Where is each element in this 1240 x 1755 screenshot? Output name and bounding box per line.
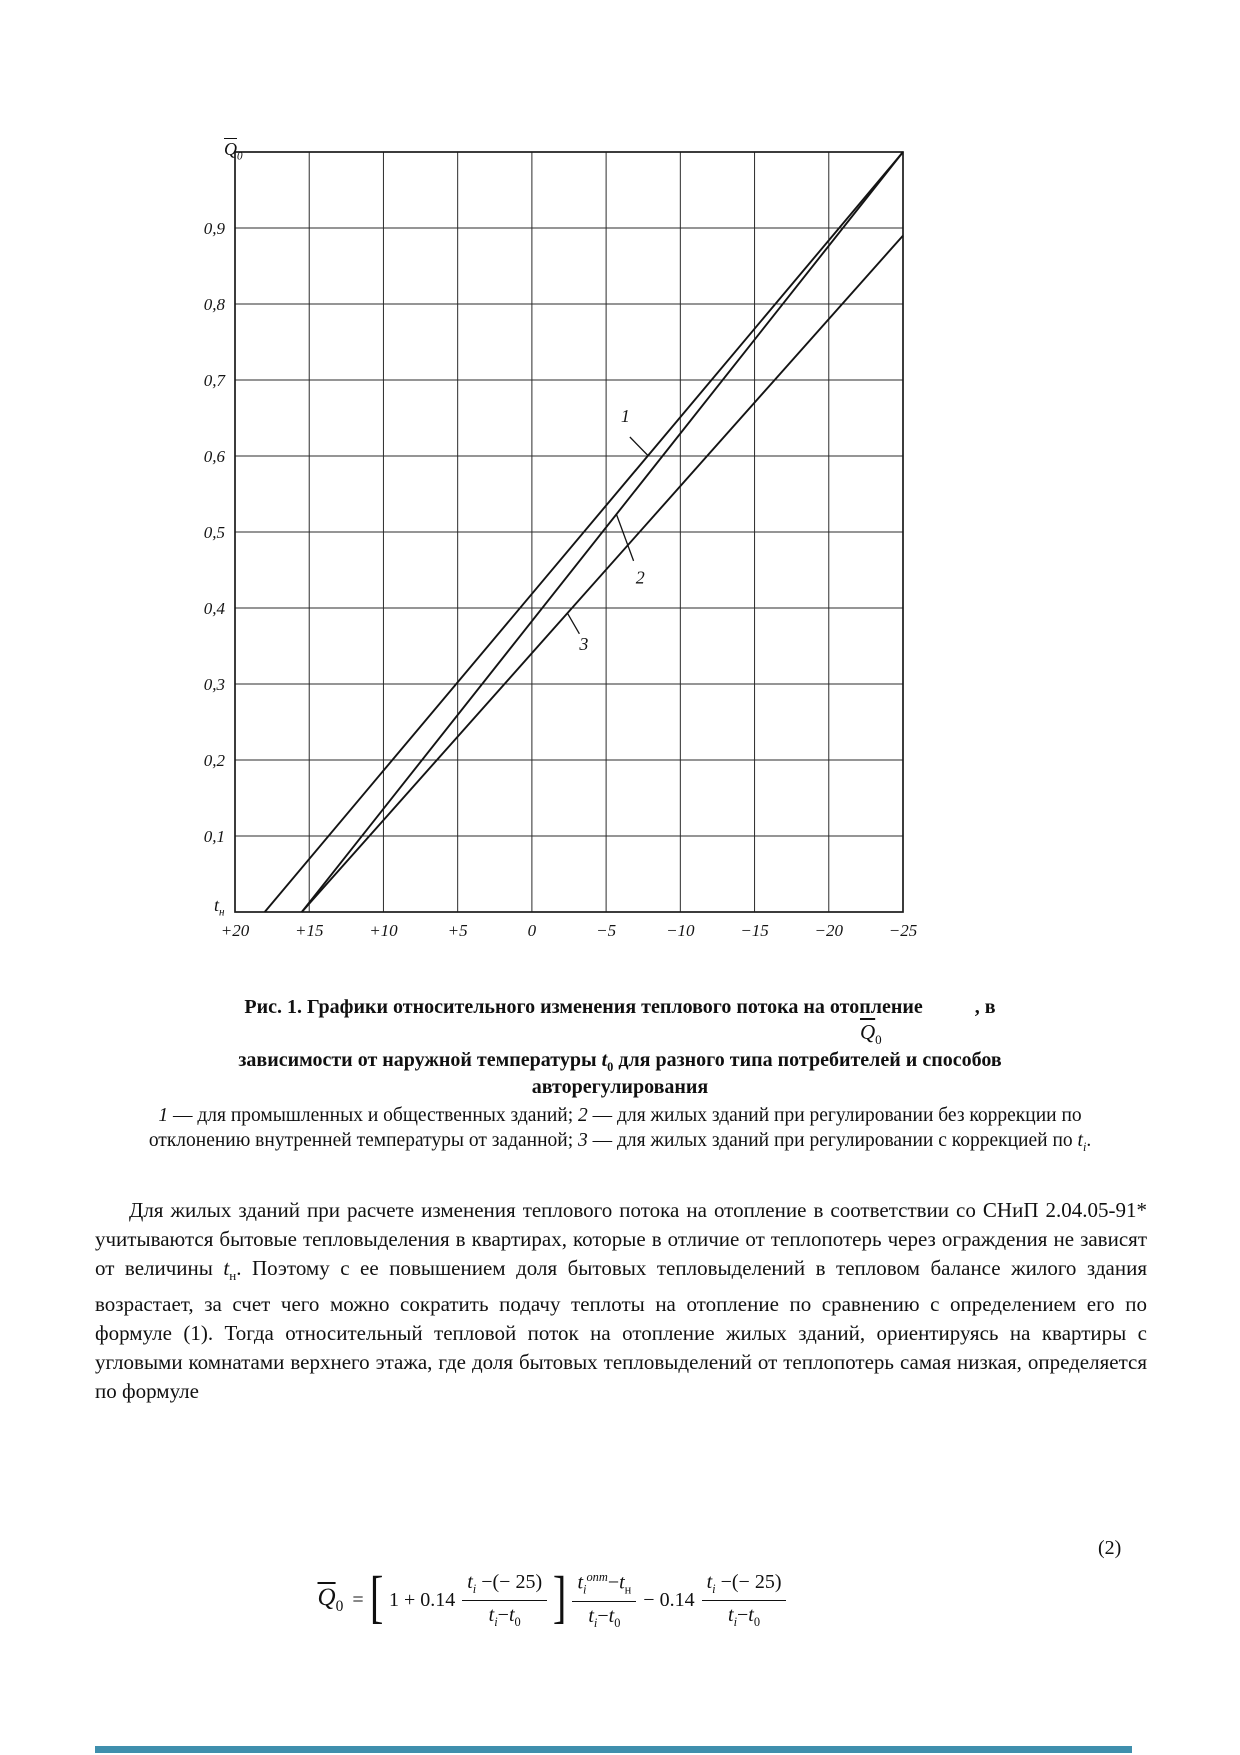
fraction-a-denominator: $t_i-t_0$ — [488, 1603, 521, 1629]
curve-3 — [302, 236, 903, 912]
y-tick-label: 0,6 — [203, 447, 225, 466]
y-tick-label: 0,7 — [203, 371, 225, 390]
x-tick-label: −5 — [596, 921, 617, 940]
y-tick-label: 0,8 — [203, 295, 225, 314]
figure-1 — [178, 135, 968, 950]
x-tick-label: +15 — [294, 921, 324, 940]
x-tick-label: +20 — [220, 921, 250, 940]
figure-legend: 1 — для промышленных и общественных зданий; 2 — для жилых зданий при регулировании без коррекции по отклонению внутренней температуры от заданной; 3 — для жилых зданий при регулировании с коррекцией по $t_i$. — [148, 1105, 1092, 1154]
x-tick-label: −20 — [814, 921, 844, 940]
fraction-c-denominator: $t_i-t_0$ — [728, 1603, 761, 1629]
fraction-a-numerator: $t_i$ −(− 25) — [462, 1571, 547, 1601]
y-axis-label: $\overline{Q}_0$ — [224, 139, 243, 163]
fraction-b-denominator: $t_i-t_0$ — [588, 1604, 621, 1630]
page-bottom-bar — [95, 1746, 1132, 1753]
y-tick-label: 0,3 — [203, 675, 225, 694]
curve-label-leader-3 — [568, 613, 580, 634]
caption-suffix: , в — [974, 996, 996, 1018]
caption-text: Рис. 1. Графики относительного изменения теплового потока на отопление — [244, 996, 923, 1018]
curve-label-2: 2 — [635, 567, 645, 588]
x-tick-label: −15 — [740, 921, 769, 940]
formula-pre-term: 1 + 0.14 — [388, 1588, 456, 1611]
figure-caption-line2: зависимости от наружной температуры $t_0$ для разного типа потребителей и способов — [238, 1049, 1002, 1074]
curve-label-leader-1 — [630, 437, 648, 455]
formula-2 — [0, 1564, 1240, 1631]
fraction-b-numerator: $t_i^{onm}-t_н$ — [572, 1570, 636, 1602]
equation-number: (2) — [1098, 1537, 1122, 1559]
equals-sign: = — [352, 1588, 364, 1611]
close-bracket: ] — [553, 1564, 567, 1630]
formula-lhs: $\overline{Q}_0$ — [317, 1584, 344, 1616]
formula-mid-term: − 0.14 — [643, 1588, 695, 1611]
x-axis-label: $t_н$ — [214, 895, 225, 919]
x-tick-label: −10 — [666, 921, 695, 940]
formula-fraction-a — [462, 1571, 547, 1630]
x-tick-label: −25 — [888, 921, 918, 940]
y-tick-label: 0,9 — [203, 219, 225, 238]
figure-caption-line1 — [0, 996, 1240, 1019]
line-chart — [178, 135, 968, 950]
figure-caption-line3: авторегулирования — [531, 1076, 709, 1098]
body-paragraph: Для жилых зданий при расчете изменения теплового потока на отопление в соответствии со СНиП 2.04.05-91* учитываются бытовые тепловыделения в квартирах, которые в отличие от теплопотерь через ограждения не зависят от величины $t_н$. Поэтому с ее повышением доля бытовых тепловыделений в тепловом балансе жилого здания возрастает, за счет чего можно сократить подачу теплоты на отопление по сравнению с определением его по формуле (1). Тогда относительный тепловой поток на отопление жилых зданий, ориентируясь на квартиры с угловыми комнатами верхнего этажа, где доля бытовых тепловыделений от теплопотерь самая низкая, определяется по формуле — [95, 1198, 1147, 1404]
y-tick-label: 0,1 — [203, 827, 225, 846]
open-bracket: [ — [369, 1564, 384, 1630]
x-tick-label: +10 — [369, 921, 398, 940]
curve-label-1: 1 — [620, 405, 630, 426]
y-tick-label: 0,2 — [203, 751, 225, 770]
x-tick-label: +5 — [447, 921, 468, 940]
fraction-c-numerator: $t_i$ −(− 25) — [702, 1571, 787, 1601]
curve-label-3: 3 — [579, 633, 589, 654]
caption-q0-symbol: $\overline{Q}_0$ — [860, 1020, 882, 1048]
formula-fraction-c — [702, 1571, 787, 1630]
y-tick-label: 0,4 — [203, 599, 225, 618]
x-tick-label: 0 — [527, 921, 537, 940]
formula-fraction-b — [572, 1570, 636, 1631]
y-tick-label: 0,5 — [203, 523, 225, 542]
